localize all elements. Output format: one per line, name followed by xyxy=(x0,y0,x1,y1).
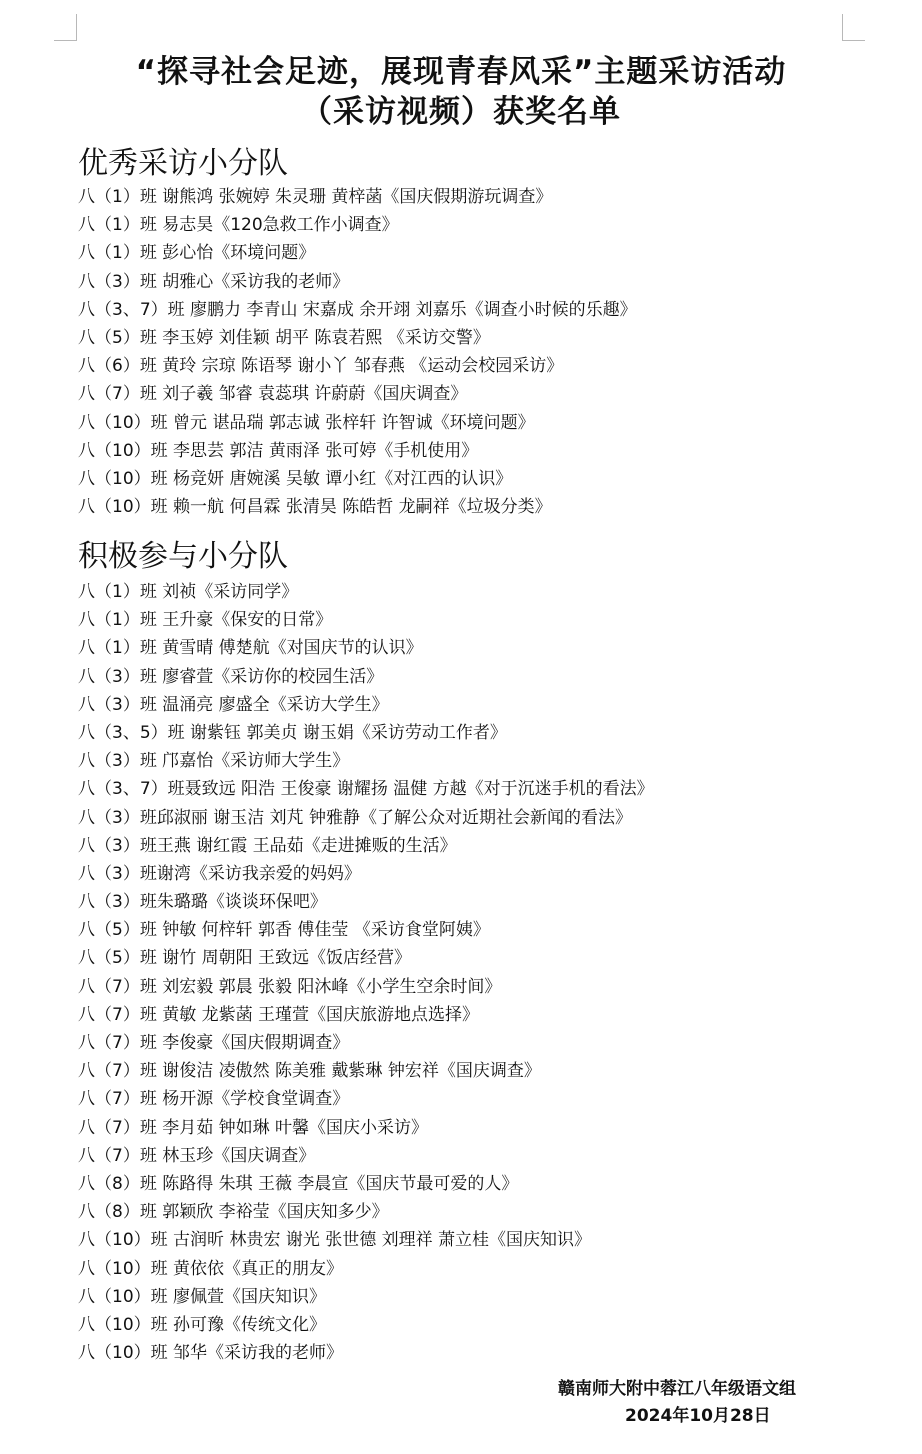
list-item: 八（7）班 杨开源《学校食堂调查》 xyxy=(78,1089,350,1110)
list-item: 八（3）班 邝嘉怡《采访师大学生》 xyxy=(78,751,350,772)
list-item: 八（7）班 林玉珍《国庆调查》 xyxy=(78,1145,316,1166)
excellent-team-list xyxy=(78,183,637,521)
list-item: 八（3、7）班聂致远 阳浩 王俊豪 谢耀扬 温健 方越《对于沉迷手机的看法》 xyxy=(78,779,654,800)
list-item: 八（1）班 刘祯《采访同学》 xyxy=(78,582,299,602)
list-item: 八（1）班 易志昊《120急救工作小调查》 xyxy=(78,215,399,236)
document-title-line-2: （采访视频）获奖名单 xyxy=(301,94,621,130)
list-item: 八（3）班 胡雅心《采访我的老师》 xyxy=(78,271,350,292)
document-title-line-1: “探寻社会足迹，展现青春风采”主题采访活动 xyxy=(135,54,787,90)
list-item: 八（7）班 李月茹 钟如琳 叶馨《国庆小采访》 xyxy=(78,1117,429,1138)
list-item: 八（7）班 李俊豪《国庆假期调查》 xyxy=(78,1033,350,1053)
list-item: 八（1）班 彭心怡《环境问题》 xyxy=(78,243,316,264)
list-item: 八（3、5）班 谢紫钰 郭美贞 谢玉娟《采访劳动工作者》 xyxy=(78,722,507,743)
list-item: 八（3）班 温涌亮 廖盛全《采访大学生》 xyxy=(78,694,389,715)
list-item: 八（10）班 古润昕 林贵宏 谢光 张世德 刘理祥 萧立桂《国庆知识》 xyxy=(78,1230,592,1251)
list-item: 八（10）班 邹华《采访我的老师》 xyxy=(78,1343,344,1364)
list-item: 八（1）班 谢熊鸿 张婉婷 朱灵珊 黄梓菡《国庆假期游玩调查》 xyxy=(78,187,553,207)
list-item: 八（3）班谢湾《采访我亲爱的妈妈》 xyxy=(78,863,361,884)
list-item: 八（6）班 黄玲 宗琼 陈语琴 谢小丫 邹春燕 《运动会校园采访》 xyxy=(78,356,564,377)
list-item: 八（5）班 钟敏 何梓轩 郭香 傅佳莹 《采访食堂阿姨》 xyxy=(78,920,490,941)
list-item: 八（7）班 黄敏 龙紫菡 王瑾萱《国庆旅游地点选择》 xyxy=(78,1004,480,1025)
list-item: 八（10）班 廖佩萱《国庆知识》 xyxy=(78,1286,327,1307)
list-item: 八（10）班 黄依依《真正的朋友》 xyxy=(78,1258,344,1279)
participation-team-list xyxy=(78,578,654,1367)
list-item: 八（5）班 李玉婷 刘佳颖 胡平 陈袁若熙 《采访交警》 xyxy=(78,327,490,348)
list-item: 八（5）班 谢竹 周朝阳 王致远《饭店经营》 xyxy=(78,948,412,969)
list-item: 八（8）班 郭颖欣 李裕莹《国庆知多少》 xyxy=(78,1202,389,1223)
list-item: 八（7）班 刘宏毅 郭晨 张毅 阳沐峰《小学生空余时间》 xyxy=(78,976,502,997)
list-item: 八（3）班邱淑丽 谢玉洁 刘芃 钟雅静《了解公众对近期社会新闻的看法》 xyxy=(78,807,633,828)
list-item: 八（7）班 刘子羲 邹睿 袁蕊琪 许蔚蔚《国庆调查》 xyxy=(78,384,468,405)
list-item: 八（10）班 孙可豫《传统文化》 xyxy=(78,1314,327,1335)
list-item: 八（3）班王燕 谢红霞 王品茹《走进摊贩的生活》 xyxy=(78,835,457,856)
list-item: 八（10）班 曾元 谌品瑞 郭志诚 张梓轩 许智诚《环境问题》 xyxy=(78,412,535,433)
list-item: 八（7）班 谢俊洁 凌傲然 陈美雅 戴紫琳 钟宏祥《国庆调查》 xyxy=(78,1061,541,1082)
page-corner-mark-right xyxy=(842,14,865,41)
section-heading-excellent: 优秀采访小分队 xyxy=(78,146,288,181)
list-item: 八（10）班 赖一航 何昌霖 张清昊 陈皓哲 龙嗣祥《垃圾分类》 xyxy=(78,497,552,518)
list-item: 八（3、7）班 廖鹏力 李青山 宋嘉成 余开翊 刘嘉乐《调查小时候的乐趣》 xyxy=(78,299,637,320)
list-item: 八（1）班 黄雪晴 傅楚航《对国庆节的认识》 xyxy=(78,638,423,659)
page-corner-mark-left xyxy=(54,14,77,41)
signature-organization: 赣南师大附中蓉江八年级语文组 xyxy=(558,1379,796,1399)
list-item: 八（10）班 杨竞妍 唐婉溪 吴敏 谭小红《对江西的认识》 xyxy=(78,468,513,489)
list-item: 八（3）班 廖睿萱《采访你的校园生活》 xyxy=(78,666,384,687)
signature-date: 2024年10月28日 xyxy=(625,1406,771,1426)
list-item: 八（1）班 王升豪《保安的日常》 xyxy=(78,610,333,631)
list-item: 八（10）班 李思芸 郭洁 黄雨泽 张可婷《手机使用》 xyxy=(78,440,479,461)
section-heading-participation: 积极参与小分队 xyxy=(78,539,288,574)
list-item: 八（3）班朱璐璐《谈谈环保吧》 xyxy=(78,892,327,913)
list-item: 八（8）班 陈路得 朱琪 王薇 李晨宣《国庆节最可爱的人》 xyxy=(78,1173,519,1194)
